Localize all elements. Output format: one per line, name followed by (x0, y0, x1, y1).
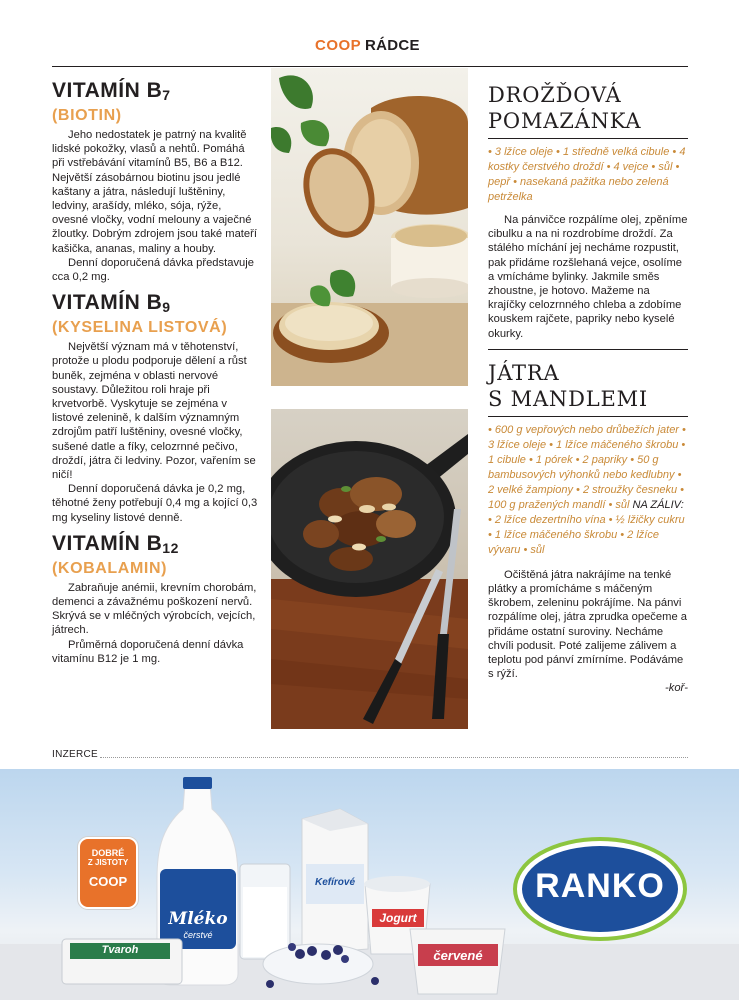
bread-spread-photo (271, 68, 468, 386)
paragraph: Na pánvičce rozpálíme olej, zpěníme cibulku a na ni rozdrobíme droždí. Za stálého míchání jej necháme rozpustit, pak přidáme rozšlehaná vejce, osolíme a vmícháme bylinky. Jakmile směs zhoustne, je hotovo. Mažeme na krajíčky celozrnného chleba a zdobíme kouskem rajčete, papriky nebo kyselé okurky. (488, 214, 688, 340)
vitamins-column (52, 80, 260, 666)
recipe-title: DROŽĎOVÁ POMAZÁNKA (488, 83, 642, 133)
vitamin-text (52, 128, 260, 284)
recipe-jatra (488, 360, 688, 696)
paragraph: Průměrná doporučená denní dávka vitamínu B12 je 1 mg. (52, 638, 244, 665)
header-rule (52, 66, 688, 67)
recipes-column (488, 80, 688, 696)
bread-spread-illustration (271, 68, 468, 386)
ranko-logo: RANKO (535, 867, 665, 905)
vitamin-name: (BIOTIN) (52, 107, 122, 124)
jogurt-label: Jogurt (379, 911, 417, 925)
vitamin-text (52, 581, 260, 666)
paragraph: Očištěná játra nakrájíme na tenké plátky a promícháme s máčeným škrobem, zeleninu pokrájíme. Na pánvi rozpálíme olej, játra zprudka opečeme a přidáme ostatní suroviny. Necháme chvíli podusit. Poté zalijeme zálivem a teplotu pod pánví zmírníme. Podáváme s rýží. (488, 568, 687, 681)
zalivka-label: NA ZÁLIV: (632, 498, 684, 511)
cervene-label: červené (433, 948, 483, 963)
liver-pan-illustration (271, 409, 468, 729)
paragraph: Jeho nedostatek je patrný na kvalitě lidské pokožky, vlasů a nehtů. Pomáhá při vstřebávání vitamínů B5, B6 a B12. Největší zásobárnou biotinu jsou jedlé kaštany a játra, následují luštěniny, ledviny, arašídy, mléko, sója, rýže, ovesné vločky, vodní melouny a vaječné žloutky. Dobrým zdrojem jsou také mateří kašička, ananas, maliny a houby. (52, 129, 257, 255)
recipe-rule (488, 416, 688, 417)
kefir-label: Kefírové (314, 877, 355, 888)
vitamin-b7 (52, 80, 260, 284)
ad-dotted-rule (100, 757, 688, 758)
badge-line: Z JISTOTY (87, 858, 129, 867)
ranko-advertisement[interactable] (0, 769, 739, 1000)
badge-coop-logo: COOP (88, 874, 128, 889)
vitamin-b12 (52, 533, 260, 666)
coop-quality-badge (78, 837, 138, 909)
vitamin-title: VITAMÍN $B_7$ (52, 79, 171, 103)
vitamin-title: VITAMÍN $B_9$ (52, 291, 171, 316)
recipe-method (488, 213, 688, 341)
tvaroh-label: Tvaroh (101, 944, 139, 956)
recipe-title: JÁTRA S MANDLEMI (488, 360, 649, 411)
paragraph: Denní doporučená dávka je 0,2 mg, těhotné ženy potřebují 0,4 mg a kojící 0,3 mg kyseliny listové denně. (52, 483, 258, 524)
milk-sub-label: čerstvé (183, 930, 213, 940)
paragraph: Denní doporučená dávka představuje cca 0,2 mg. (52, 256, 254, 284)
author-signature: -koř- (665, 682, 688, 695)
badge-line: DOBRÉ (91, 848, 125, 858)
milk-label: Mléko (168, 909, 228, 929)
recipe-drozdova (488, 82, 688, 350)
recipe-ingredients: • 600 g vepřových nebo drůbežích jater • 3 lžíce oleje • 1 lžíce máčeného škrobu • 1 cibule • 1 pórek • 2 papriky • 50 g bambusových výhonků nebo kedlubny • 2 velké žampiony • 2 stroužky česneku • 100 g pražených mandlí • sůl NA ZÁLIV: • 2 lžíce dezertního vína • ½ lžičky cukru • 1 lžíce máčeného škrobu • 2 lžíce vývaru • sůl (488, 423, 686, 556)
paragraph: Největší význam má v těhotenství, protože u plodu podporuje dělení a růst buněk, zejména v oblasti nervové soustavy. Důležitou roli hraje při krvetvorbě. Vyskytuje se zejména v listové zelenině, k dalším významným zdrojům patří luštěniny, ovesné vločky, sušené datle a fíky, celozrnné pečivo, droždí, játra či ledviny. Pozor, vařením se ničí! (52, 341, 256, 482)
section-title: RÁDCE (365, 37, 420, 54)
vitamin-text (52, 340, 260, 525)
recipe-divider (488, 349, 688, 350)
vitamin-b9 (52, 292, 260, 525)
paragraph: Zabraňuje anémii, krevním chorobám, demenci a závažnému poškození nervů. Skrývá se v mléčných výrobcích, vejcích, játrech. (52, 581, 257, 637)
liver-pan-photo (271, 409, 468, 729)
ad-label: INZERCE (52, 749, 98, 760)
recipe-method (488, 568, 688, 682)
recipe-ingredients: • 3 lžíce oleje • 1 středně velká cibule • 4 kostky čerstvého droždí • 4 vejce • sůl • pepř • nasekaná pažitka nebo zelená petrželka (488, 146, 686, 203)
coop-logo: COOP (315, 37, 362, 54)
vitamin-name: (KOBALAMIN) (52, 559, 168, 577)
vitamin-name: (KYSELINA LISTOVÁ) (52, 319, 228, 337)
recipe-rule (488, 138, 688, 139)
vitamin-title: VITAMÍN $B_{12}$ (52, 531, 179, 556)
